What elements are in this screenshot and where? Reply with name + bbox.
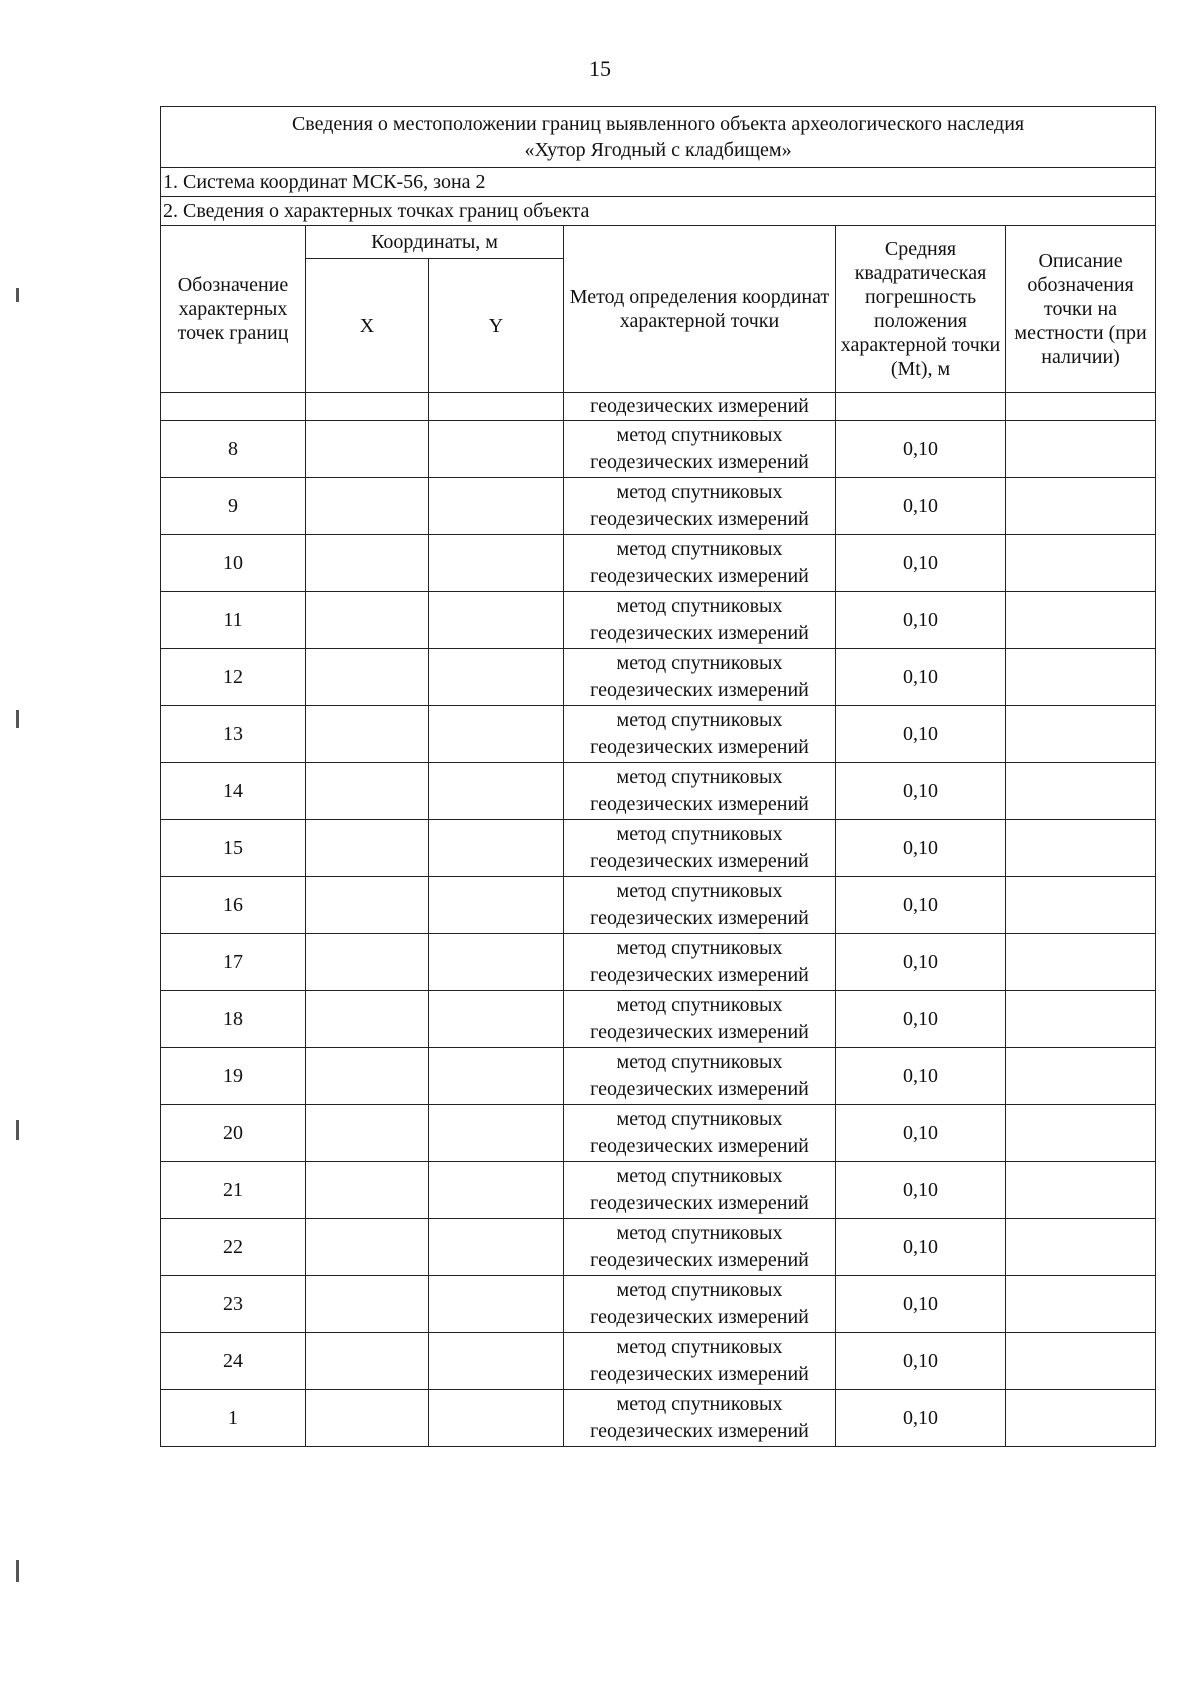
point-designation: 24 — [161, 1333, 306, 1390]
coordinate-x — [306, 1390, 429, 1447]
cell-empty — [161, 393, 306, 421]
point-designation: 12 — [161, 649, 306, 706]
coordinate-x — [306, 1105, 429, 1162]
cell-empty — [306, 393, 429, 421]
coordinate-y — [429, 592, 564, 649]
point-description — [1006, 592, 1156, 649]
coordinate-y — [429, 934, 564, 991]
point-description — [1006, 535, 1156, 592]
method — [564, 535, 836, 592]
table-title-line1: Сведения о местоположении границ выявленного объекта археологического наследия — [291, 113, 1025, 135]
table-row — [161, 706, 1156, 763]
method — [564, 763, 836, 820]
method-line2: геодезических измерений — [590, 451, 809, 473]
page-number: 15 — [589, 56, 611, 81]
mean-square-error: 0,10 — [836, 763, 1006, 820]
table-row — [161, 1390, 1156, 1447]
method — [564, 706, 836, 763]
coordinate-x — [306, 934, 429, 991]
coordinate-y — [429, 991, 564, 1048]
coordinate-x — [306, 1333, 429, 1390]
method-line2: геодезических измерений — [590, 1021, 809, 1043]
mean-square-error: 0,10 — [836, 1390, 1006, 1447]
method-line2: геодезических измерений — [590, 907, 809, 929]
coordinate-x — [306, 1162, 429, 1219]
cell-empty — [836, 393, 1006, 421]
method — [564, 1048, 836, 1105]
coordinate-x — [306, 763, 429, 820]
method-line1: метод спутниковых — [616, 766, 783, 788]
table-row — [161, 1048, 1156, 1105]
method-line2: геодезических измерений — [590, 1363, 809, 1385]
method — [564, 1333, 836, 1390]
coordinate-y — [429, 421, 564, 478]
header-y: Y — [429, 259, 564, 393]
cell-empty — [429, 393, 564, 421]
point-designation: 17 — [161, 934, 306, 991]
method-line2: геодезических измерений — [590, 1078, 809, 1100]
method — [564, 934, 836, 991]
table-row — [161, 991, 1156, 1048]
method-line2: геодезических измерений — [590, 1306, 809, 1328]
mean-square-error: 0,10 — [836, 706, 1006, 763]
point-description — [1006, 1333, 1156, 1390]
method-line2: геодезических измерений — [590, 850, 809, 872]
method — [564, 1219, 836, 1276]
method-line1: метод спутниковых — [616, 481, 783, 503]
method — [564, 1276, 836, 1333]
point-description — [1006, 820, 1156, 877]
method-line2: геодезических измерений — [590, 1135, 809, 1157]
point-designation: 19 — [161, 1048, 306, 1105]
coordinate-x — [306, 592, 429, 649]
point-designation: 15 — [161, 820, 306, 877]
method-line1: метод спутниковых — [616, 595, 783, 617]
method-line1: метод спутниковых — [616, 937, 783, 959]
method-line1: метод спутниковых — [616, 1279, 783, 1301]
coordinate-y — [429, 1048, 564, 1105]
coordinate-y — [429, 877, 564, 934]
mean-square-error: 0,10 — [836, 592, 1006, 649]
continuation-row — [161, 393, 1156, 421]
boundary-points-table — [160, 106, 1156, 1447]
coordinate-y — [429, 535, 564, 592]
coordinate-system-row: 1. Система координат МСК-56, зона 2 — [161, 168, 1156, 197]
method-line2: геодезических измерений — [590, 1249, 809, 1271]
method — [564, 421, 836, 478]
method — [564, 592, 836, 649]
header-point-designation: Обозначение характерных точек границ — [161, 226, 306, 393]
table-row — [161, 421, 1156, 478]
mean-square-error: 0,10 — [836, 1105, 1006, 1162]
coordinate-x — [306, 1219, 429, 1276]
coordinate-x — [306, 1276, 429, 1333]
point-designation: 22 — [161, 1219, 306, 1276]
mean-square-error: 0,10 — [836, 421, 1006, 478]
header-description: Описание обозначения точки на местности (при наличии) — [1006, 226, 1156, 393]
coordinate-x — [306, 1048, 429, 1105]
method — [564, 820, 836, 877]
point-designation: 13 — [161, 706, 306, 763]
method-line1: метод спутниковых — [616, 1393, 783, 1415]
header-coordinates: Координаты, м — [306, 226, 564, 259]
method — [564, 649, 836, 706]
point-designation: 10 — [161, 535, 306, 592]
table-row — [161, 649, 1156, 706]
coordinate-x — [306, 421, 429, 478]
table-row — [161, 1219, 1156, 1276]
point-designation: 21 — [161, 1162, 306, 1219]
header-error: Средняя квадратическая погрешность положения характерной точки (Mt), м — [836, 226, 1006, 393]
point-designation: 16 — [161, 877, 306, 934]
method-line1: метод спутниковых — [616, 1336, 783, 1358]
method — [564, 1162, 836, 1219]
point-description — [1006, 1048, 1156, 1105]
point-description — [1006, 934, 1156, 991]
mean-square-error: 0,10 — [836, 1162, 1006, 1219]
point-designation: 18 — [161, 991, 306, 1048]
method-line2: геодезических измерений — [590, 1192, 809, 1214]
method-line1: метод спутниковых — [616, 538, 783, 560]
cell-empty — [1006, 393, 1156, 421]
mean-square-error: 0,10 — [836, 1276, 1006, 1333]
point-description — [1006, 1276, 1156, 1333]
coordinate-x — [306, 991, 429, 1048]
table-row — [161, 1276, 1156, 1333]
coordinate-x — [306, 820, 429, 877]
header-x: X — [306, 259, 429, 393]
coordinate-y — [429, 478, 564, 535]
table-row — [161, 1105, 1156, 1162]
coordinate-x — [306, 877, 429, 934]
mean-square-error: 0,10 — [836, 478, 1006, 535]
header-method: Метод определения координат характерной точки — [564, 226, 836, 393]
point-designation: 14 — [161, 763, 306, 820]
point-description — [1006, 649, 1156, 706]
method-line1: метод спутниковых — [616, 652, 783, 674]
table-row — [161, 535, 1156, 592]
table-row — [161, 820, 1156, 877]
point-description — [1006, 706, 1156, 763]
method-line1: метод спутниковых — [616, 709, 783, 731]
method-line2: геодезических измерений — [590, 1420, 809, 1442]
coordinate-x — [306, 649, 429, 706]
method-line2: геодезических измерений — [590, 565, 809, 587]
method — [564, 991, 836, 1048]
method-line1: метод спутниковых — [616, 880, 783, 902]
method-line1: метод спутниковых — [616, 1108, 783, 1130]
mean-square-error: 0,10 — [836, 1219, 1006, 1276]
method-line2: геодезических измерений — [590, 622, 809, 644]
coordinate-y — [429, 1219, 564, 1276]
method-line1: метод спутниковых — [616, 1165, 783, 1187]
method-line1: метод спутниковых — [616, 994, 783, 1016]
point-description — [1006, 877, 1156, 934]
table-row — [161, 934, 1156, 991]
point-designation: 11 — [161, 592, 306, 649]
point-designation: 23 — [161, 1276, 306, 1333]
coordinate-y — [429, 1105, 564, 1162]
table-row — [161, 592, 1156, 649]
coordinate-y — [429, 706, 564, 763]
mean-square-error: 0,10 — [836, 820, 1006, 877]
table-row — [161, 1162, 1156, 1219]
method-line2: геодезических измерений — [590, 793, 809, 815]
table-title-line2: «Хутор Ягодный с кладбищем» — [524, 139, 792, 161]
method — [564, 1105, 836, 1162]
table-row — [161, 877, 1156, 934]
point-designation: 8 — [161, 421, 306, 478]
coordinate-y — [429, 1333, 564, 1390]
method-line2: геодезических измерений — [590, 736, 809, 758]
method — [564, 1390, 836, 1447]
method-line2: геодезических измерений — [590, 679, 809, 701]
table-row — [161, 763, 1156, 820]
coordinate-y — [429, 820, 564, 877]
point-description — [1006, 478, 1156, 535]
point-description — [1006, 991, 1156, 1048]
coordinate-y — [429, 1276, 564, 1333]
point-description — [1006, 1390, 1156, 1447]
point-description — [1006, 421, 1156, 478]
mean-square-error: 0,10 — [836, 934, 1006, 991]
point-designation: 1 — [161, 1390, 306, 1447]
coordinate-x — [306, 478, 429, 535]
point-designation: 20 — [161, 1105, 306, 1162]
method — [564, 478, 836, 535]
point-description — [1006, 1105, 1156, 1162]
coordinate-y — [429, 1162, 564, 1219]
coordinate-y — [429, 649, 564, 706]
coordinate-x — [306, 535, 429, 592]
method-line1: метод спутниковых — [616, 424, 783, 446]
continuation-method: геодезических измерений — [564, 393, 836, 421]
point-description — [1006, 1162, 1156, 1219]
coordinate-x — [306, 706, 429, 763]
method-line1: метод спутниковых — [616, 1222, 783, 1244]
point-designation: 9 — [161, 478, 306, 535]
mean-square-error: 0,10 — [836, 991, 1006, 1048]
method — [564, 877, 836, 934]
mean-square-error: 0,10 — [836, 877, 1006, 934]
mean-square-error: 0,10 — [836, 535, 1006, 592]
table-row — [161, 478, 1156, 535]
method-line1: метод спутниковых — [616, 1051, 783, 1073]
mean-square-error: 0,10 — [836, 1333, 1006, 1390]
point-description — [1006, 763, 1156, 820]
points-info-heading: 2. Сведения о характерных точках границ объекта — [161, 197, 1156, 226]
method-line2: геодезических измерений — [590, 508, 809, 530]
mean-square-error: 0,10 — [836, 1048, 1006, 1105]
table-title — [161, 107, 1156, 168]
coordinate-y — [429, 1390, 564, 1447]
method-line2: геодезических измерений — [590, 964, 809, 986]
table-row — [161, 1333, 1156, 1390]
mean-square-error: 0,10 — [836, 649, 1006, 706]
coordinate-y — [429, 763, 564, 820]
point-description — [1006, 1219, 1156, 1276]
method-line1: метод спутниковых — [616, 823, 783, 845]
